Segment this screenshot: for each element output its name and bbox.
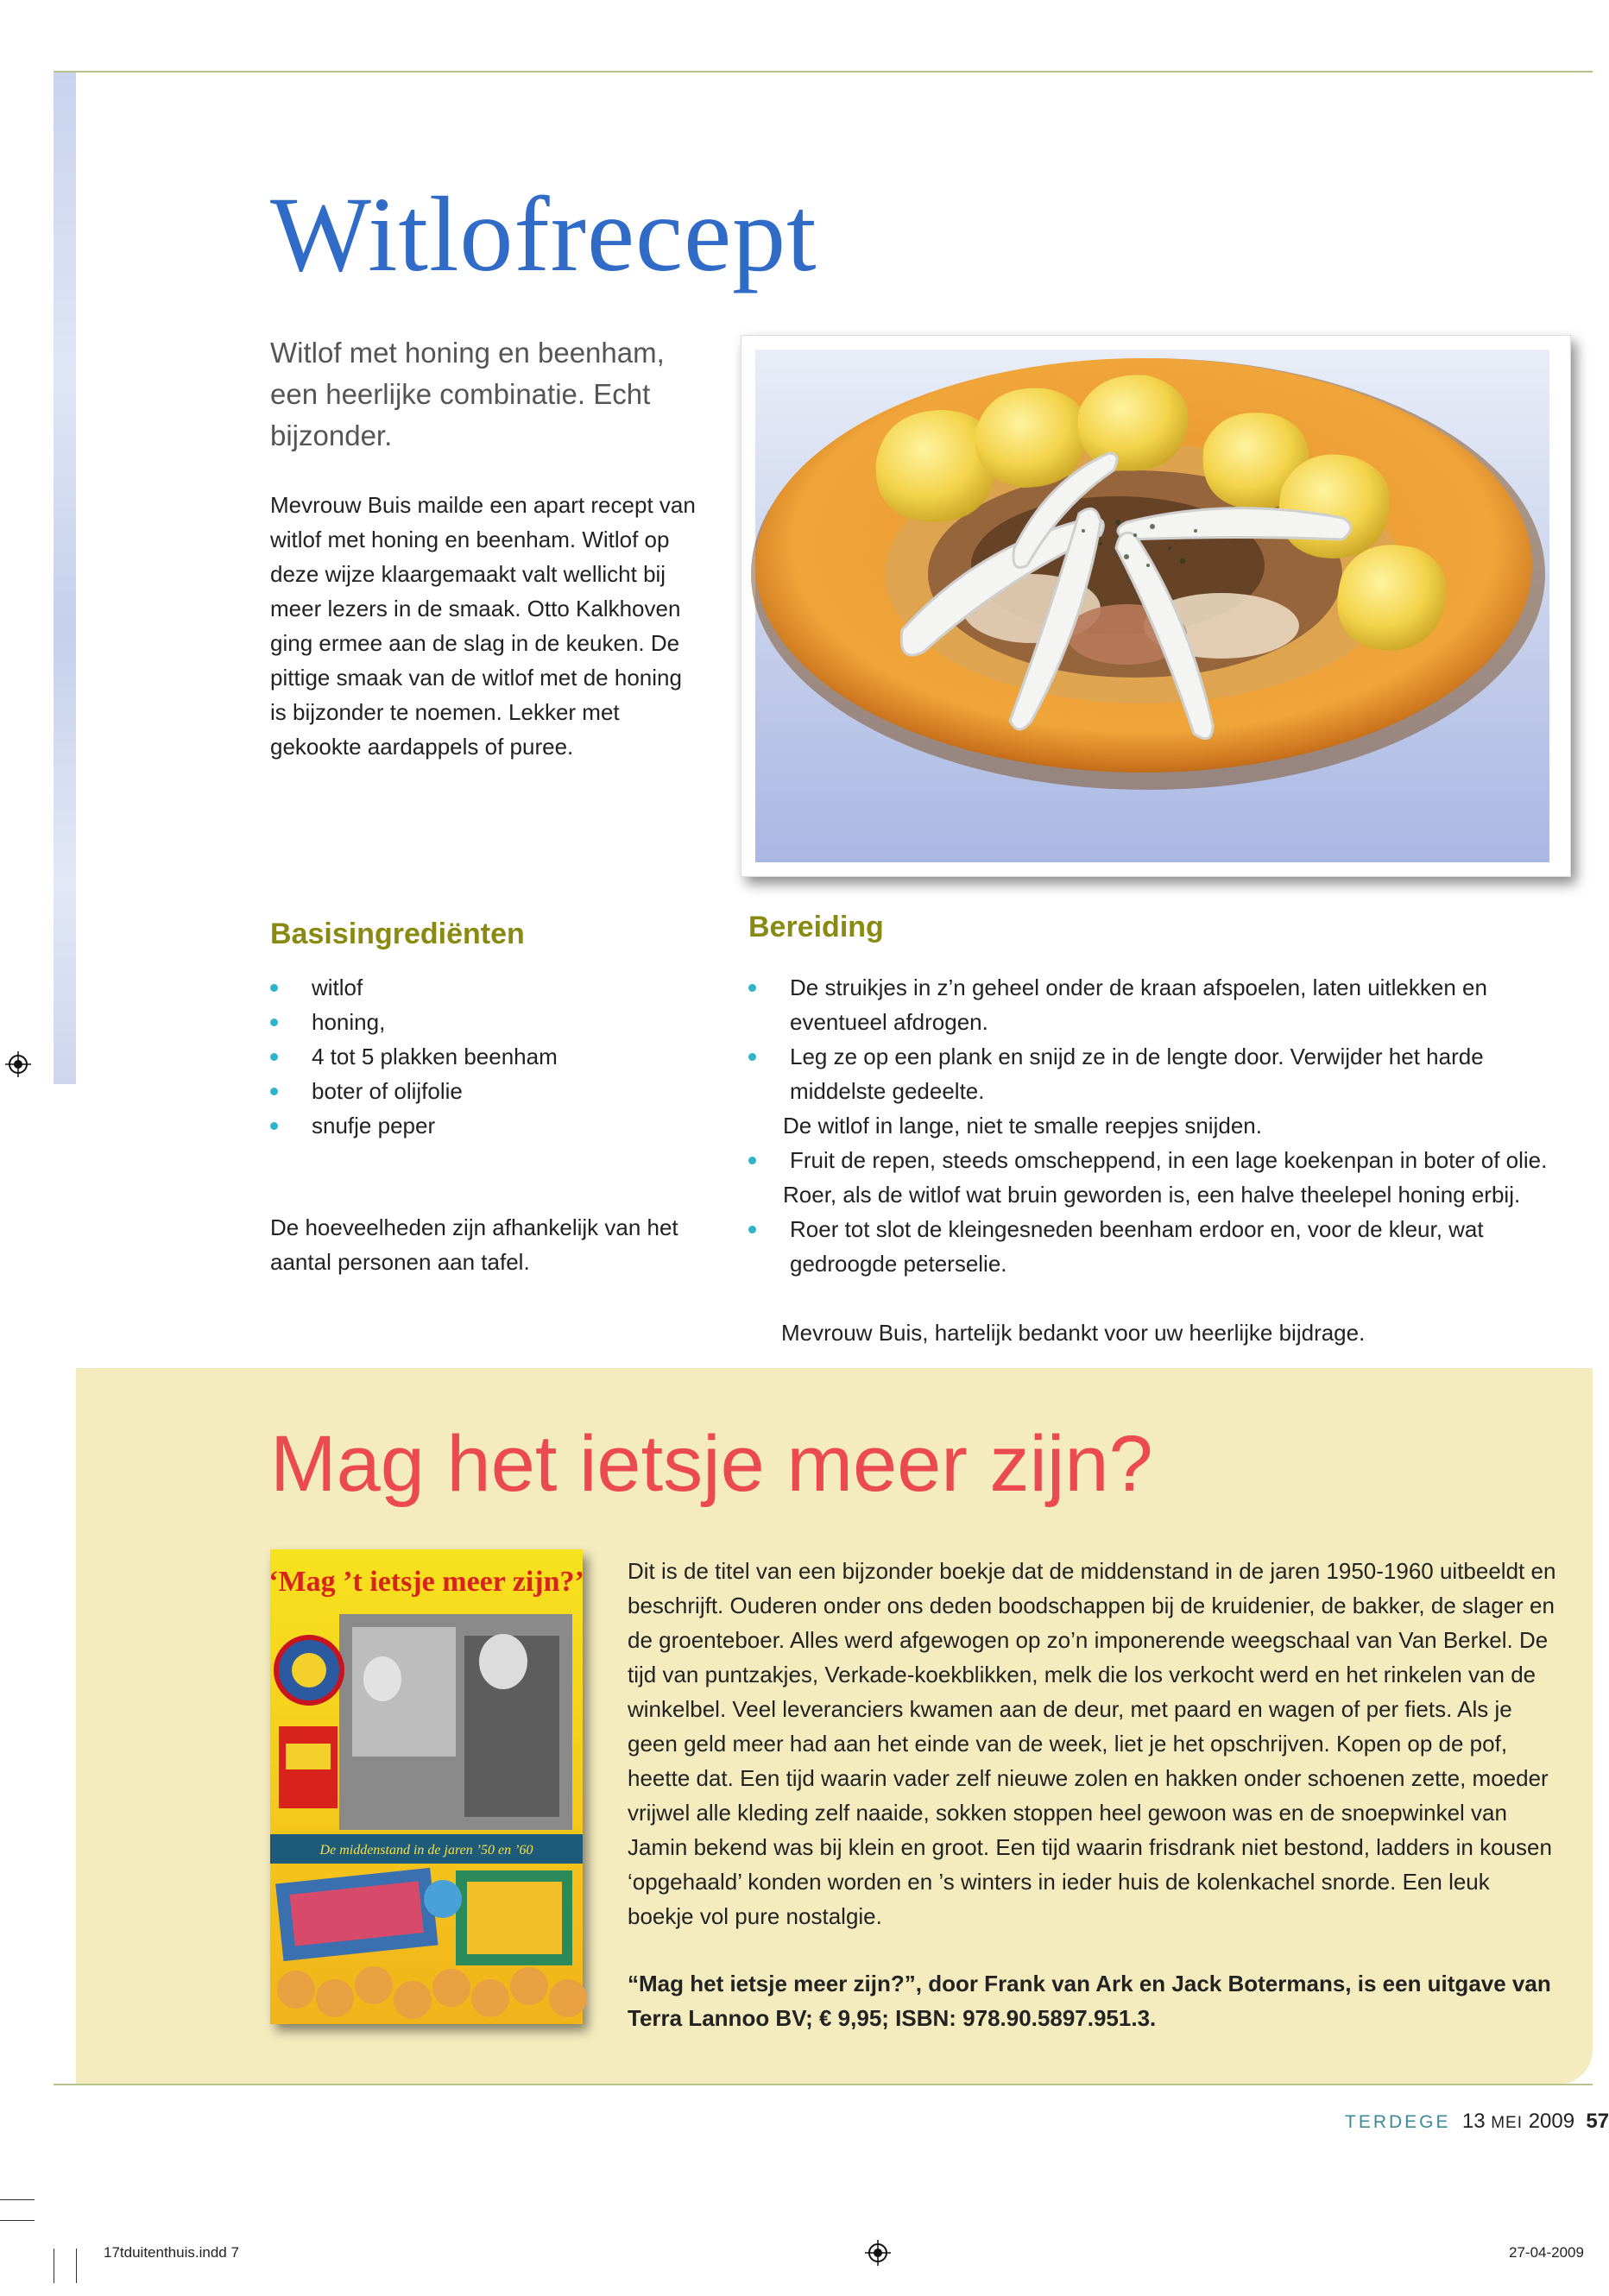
preparation-step-continuation: Roer, als de witlof wat bruin geworden is, een halve theelepel honing erbij. <box>783 1182 1521 1208</box>
preparation-heading: Bereiding <box>748 911 884 943</box>
book-cover-illustration <box>270 1549 583 2024</box>
issue-month: MEI <box>1491 2114 1524 2132</box>
magazine-name: TERDEGE <box>1345 2112 1451 2132</box>
preparation-step: De struikjes in z’n geheel onder de kraan afspoelen, laten uitlekken en eventueel afdrogen. <box>748 970 1573 1039</box>
endive-dish-illustration <box>755 350 1549 862</box>
bottom-rule <box>54 2084 1593 2085</box>
ingredient-item: snufje peper <box>270 1108 702 1143</box>
ingredients-heading: Basisingrediënten <box>270 918 525 950</box>
preparation-step: Fruit de repen, steeds omscheppend, in een lage koekenpan in boter of olie. <box>748 1143 1573 1177</box>
book-credit: “Mag het ietsje meer zijn?”, door Frank van Ark en Jack Botermans, is een uitgave van Terra Lannoo BV; € 9,95; ISBN: 978.90.5897.951.3. <box>628 1971 1551 2031</box>
ingredients-list <box>270 970 702 1143</box>
issue-year: 2009 <box>1528 2110 1575 2133</box>
page-footer <box>1345 2110 1609 2134</box>
page-number: 57 <box>1586 2110 1609 2133</box>
ingredient-item: 4 tot 5 plakken beenham <box>270 1039 702 1074</box>
photo-image <box>755 350 1549 862</box>
ingredient-item: honing, <box>270 1005 702 1039</box>
recipe-paragraph: Mevrouw Buis mailde een apart recept van witlof met honing en beenham. Witlof op deze wijze klaargemaakt valt wellicht bij meer lezers in de smaak. Otto Kalkhoven ging ermee aan de slag in de keuken. De pittige smaak van de witlof met de honing is bijzonder te noemen. Lekker met gekookte aardappels of puree. <box>270 492 696 760</box>
book-cover-title: ‘Mag ’t ietsje meer zijn?’ <box>268 1566 584 1598</box>
book-cover-subtitle: De middenstand in de jaren ’50 en ’60 <box>319 1843 533 1858</box>
ingredient-item: witlof <box>270 970 702 1005</box>
book-heading: Mag het ietsje meer zijn? <box>270 1420 1153 1508</box>
slug-date: 27-04-2009 <box>1509 2244 1584 2261</box>
book-article <box>628 1554 1560 2035</box>
recipe-photo <box>741 335 1571 877</box>
preparation-step: Roer tot slot de kleingesneden beenham erdoor en, voor de kleur, wat gedroogde peterselie. <box>748 1212 1573 1281</box>
top-rule <box>54 71 1593 73</box>
thanks-note: Mevrouw Buis, hartelijk bedankt voor uw heerlijke bijdrage. <box>781 1320 1366 1346</box>
slug-filename: 17tduitenthuis.indd 7 <box>104 2244 239 2261</box>
preparation-step-continuation: De witlof in lange, niet te smalle reepjes snijden. <box>783 1113 1262 1139</box>
crop-mark <box>76 2249 77 2283</box>
book-description: Dit is de titel van een bijzonder boekje dat de middenstand in de jaren 1950-1960 uitbeeldt en beschrijft. Ouderen onder ons deden boodschappen bij de kruidenier, de bakker, de slager en de groenteboer. Alles werd afgewogen op zo’n imponerende weegschaal van Van Berkel. De tijd van puntzakjes, Verkade-koekblikken, melk die los verkocht werd en het rinkelen van de winkelbel. Veel leveranciers kwamen aan de deur, met paard en wagen of per fiets. Als je geen geld meer had aan het einde van de week, liet je het opschrijven. Kopen op de pof, heette dat. Een tijd waarin vader zelf nieuwe zolen en hakken onder schoenen zette, moeder vrijwel alle kleding zelf naaide, sokken stoppen heel gewoon was en de snoepwinkel van Jamin bekend was bij klein en groot. Een tijd waarin frisdrank niet bestond, ladders in kousen ‘opgehaald’ konden worden en ’s winters in ieder huis de kolenkachel snorde. Een leuk boekje vol pure nostalgie. <box>628 1558 1556 1929</box>
recipe-title: Witlofrecept <box>270 175 817 293</box>
registration-mark-icon <box>5 1051 31 1077</box>
recipe-intro: Witlof met honing en beenham, een heerlijke combinatie. Echt bijzonder. <box>270 337 665 451</box>
issue-day: 13 <box>1461 2110 1486 2133</box>
ingredient-item: boter of olijfolie <box>270 1074 702 1108</box>
book-cover <box>270 1549 583 2024</box>
registration-mark-icon <box>865 2240 891 2266</box>
amount-note: De hoeveelheden zijn afhankelijk van het aantal personen aan tafel. <box>270 1214 678 1275</box>
crop-mark <box>0 2220 35 2221</box>
crop-mark <box>0 2199 35 2200</box>
preparation-list <box>748 970 1573 1281</box>
preparation-step: Leg ze op een plank en snijd ze in de lengte door. Verwijder het harde middelste gedeelte. <box>748 1039 1573 1108</box>
side-color-strip <box>54 73 76 1084</box>
